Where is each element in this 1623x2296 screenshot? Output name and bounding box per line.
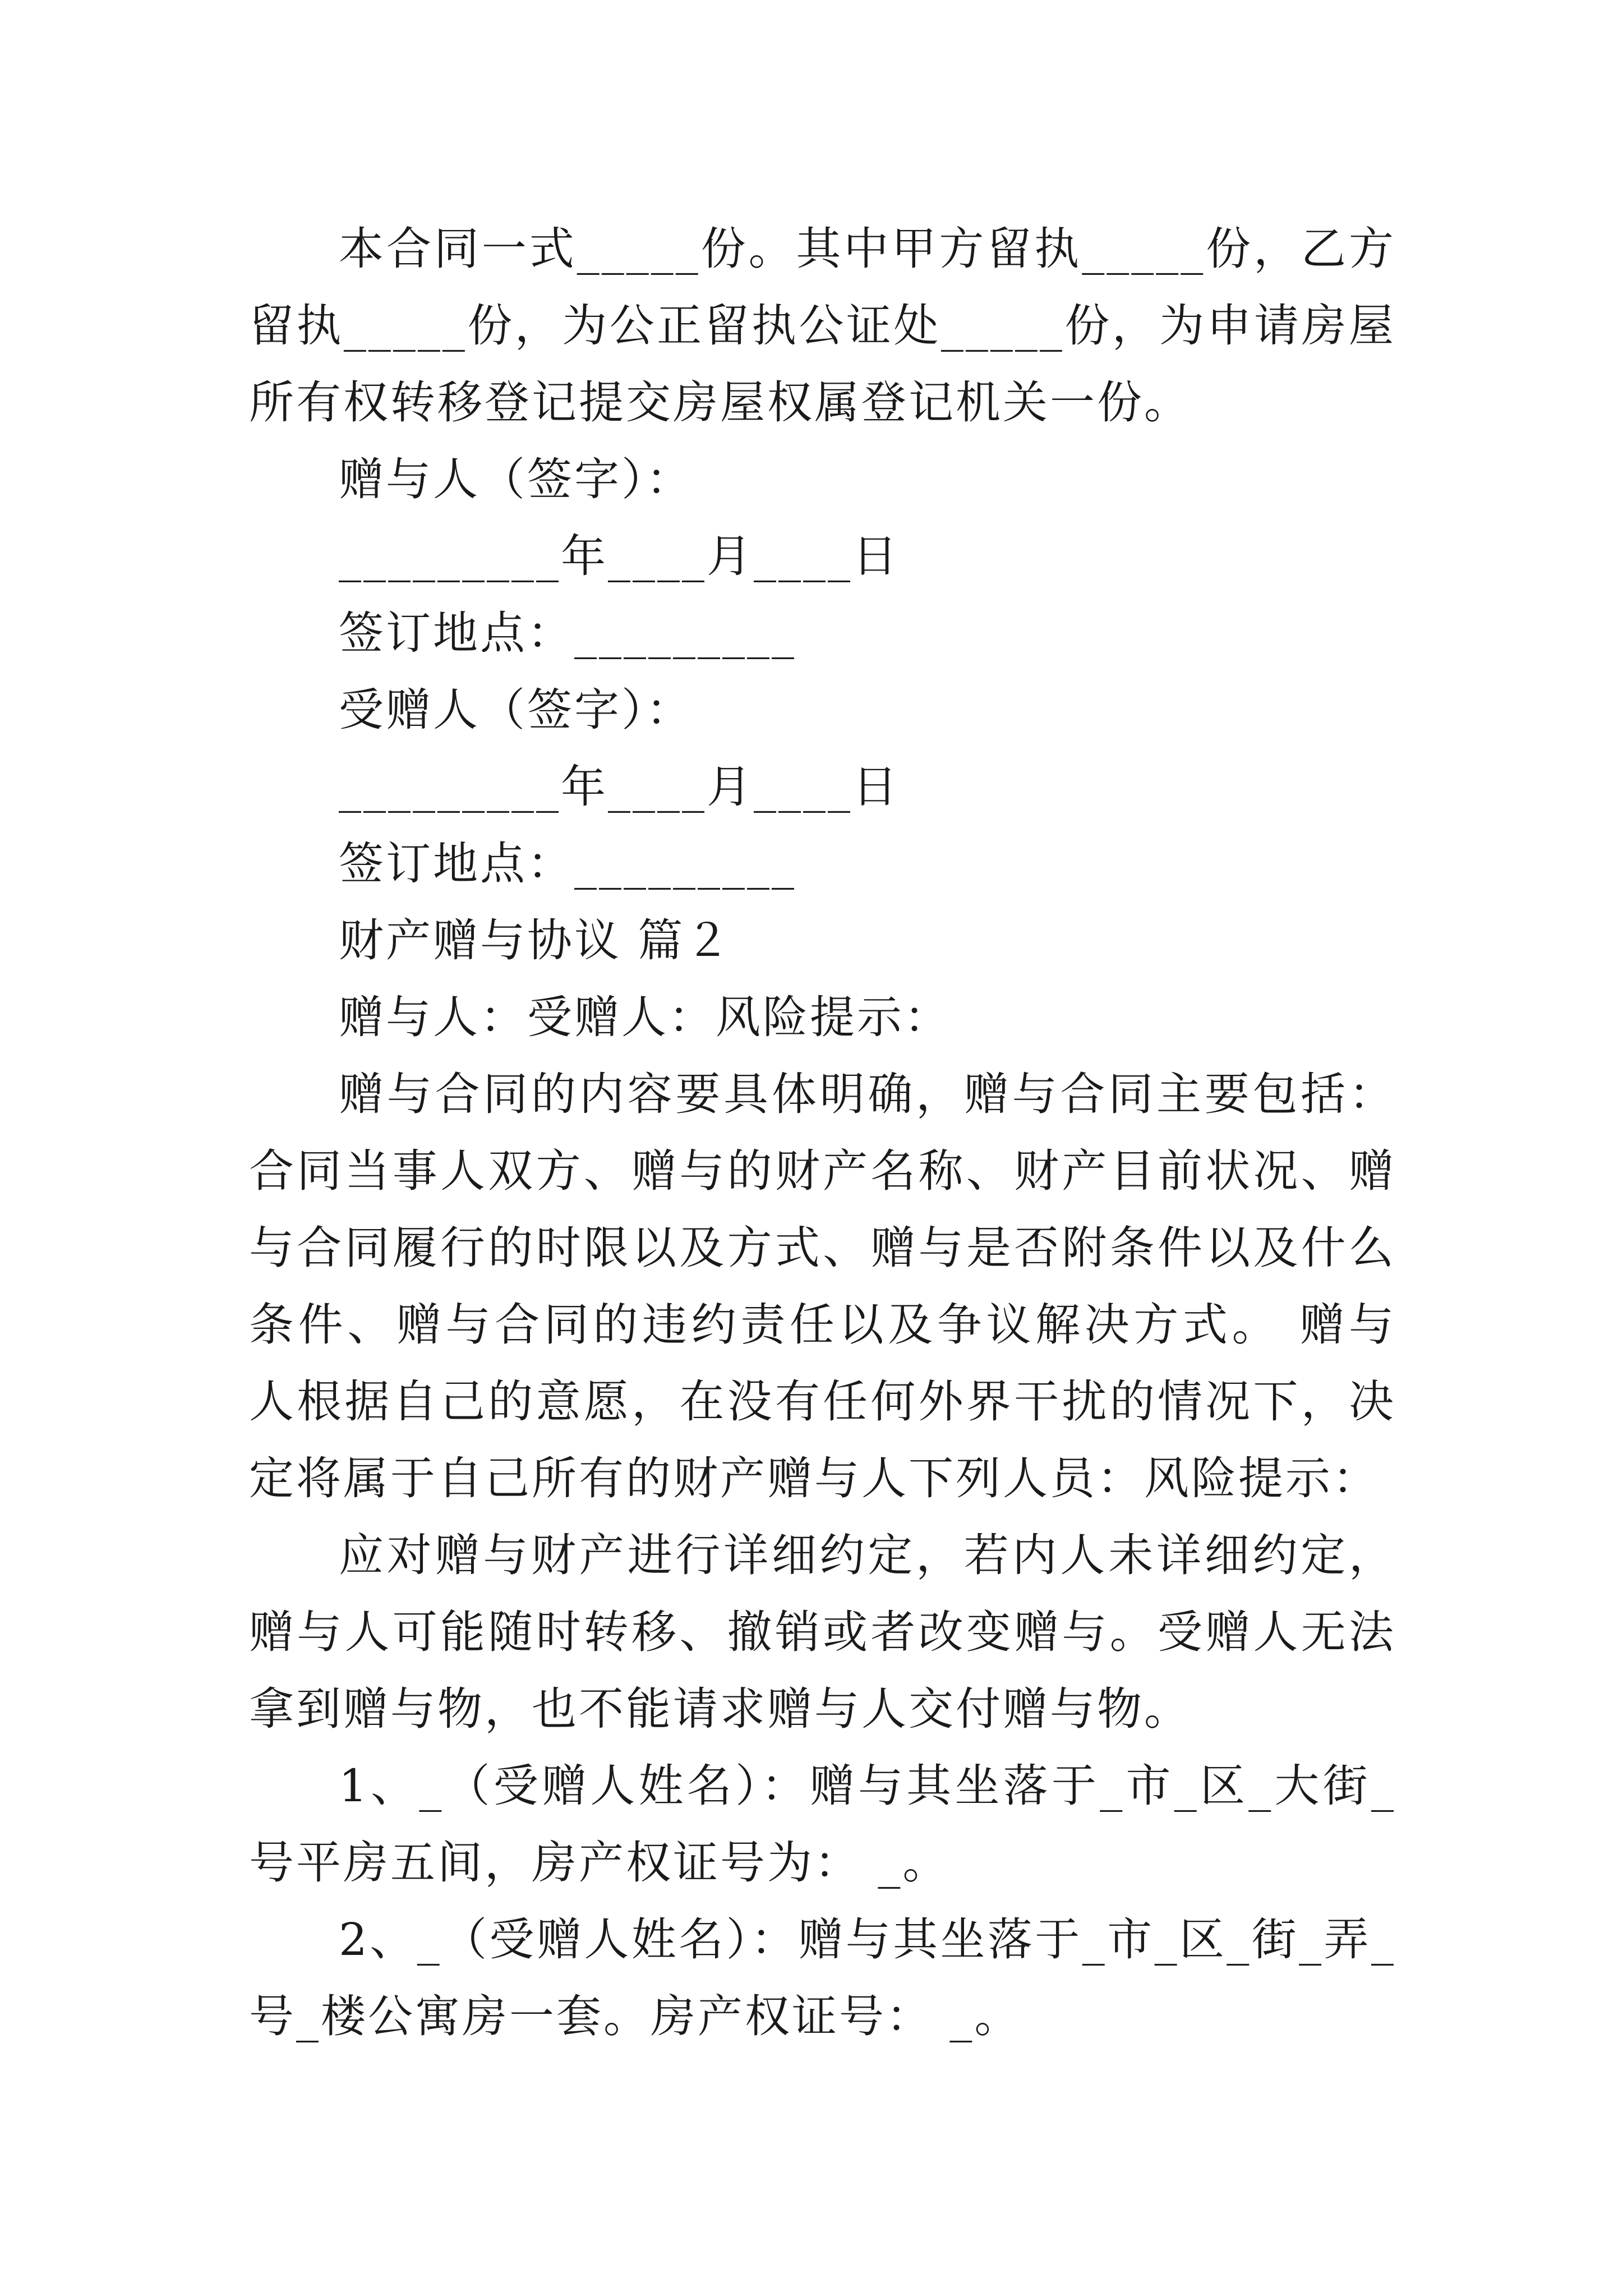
agreement-paragraph: 应对赠与财产进行详细约定，若内人未详细约定，赠与人可能随时转移、撤销或者改变赠与。受赠人无法拿到赠与物，也不能请求赠与人交付赠与物。 (249, 1529, 1396, 1735)
list-item: 1、_（受赠人姓名）：赠与其坐落于_市_区_大街_号平房五间，房产权证号为： _。 (249, 1760, 1396, 1889)
section-heading: 财产赠与协议 篇２ (339, 914, 732, 967)
parties-line: 赠与人：受赠人：风险提示： (339, 991, 951, 1043)
donor-date-line: _________年____月____日 (339, 530, 900, 582)
copies-paragraph: 本合同一式_____份。其中甲方留执_____份，乙方留执_____份，为公正留执公证处_____份，为申请房屋所有权转移登记提交房屋权属登记机关一份。 (249, 223, 1396, 429)
donee-date-line: _________年____月____日 (339, 761, 900, 813)
donee-signature-line: 受赠人（签字）： (339, 684, 693, 736)
list-item: 2、_（受赠人姓名）：赠与其坐落于_市_区_街_弄_号_楼公寓房一套。房产权证号： _。 (249, 1913, 1396, 2042)
donor-place-line: 签订地点：_________ (339, 607, 796, 659)
content-paragraph: 赠与合同的内容要具体明确，赠与合同主要包括：合同当事人双方、赠与的财产名称、财产目前状况、赠与合同履行的时限以及方式、赠与是否附条件以及什么条件、赠与合同的违约责任以及争议解决方式。 赠与人根据自己的意愿，在没有任何外界干扰的情况下，决定将属于自己所有的财产赠与人下列人员：风险提示： (249, 1068, 1396, 1504)
donee-place-line: 签订地点：_________ (339, 838, 796, 890)
document-body (249, 210, 1396, 2055)
donor-signature-line: 赠与人（签字）： (339, 453, 693, 505)
